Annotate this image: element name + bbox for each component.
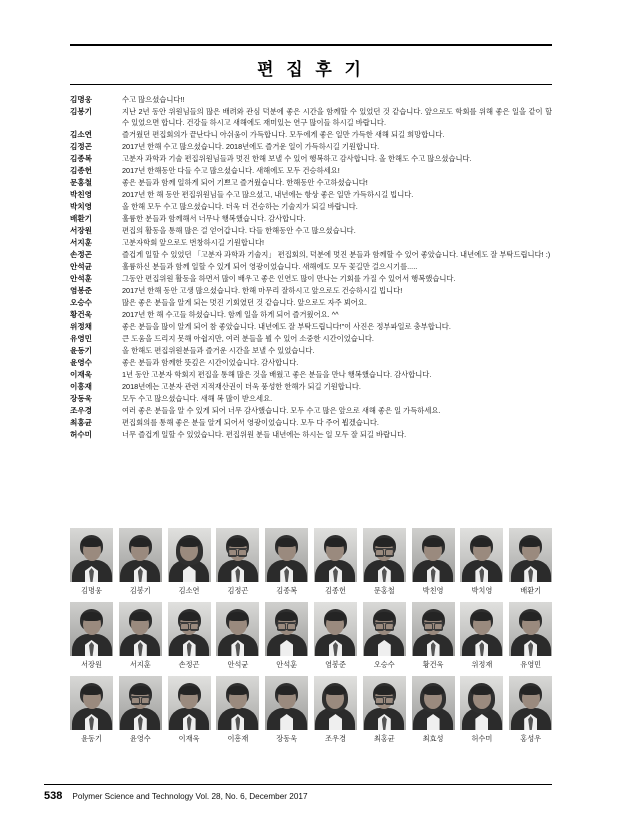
photo-cell bbox=[363, 676, 406, 744]
editor-name: 박친영 bbox=[70, 189, 93, 199]
photo-cell bbox=[70, 602, 113, 670]
editor-note-entry bbox=[70, 274, 552, 285]
editor-note-entry bbox=[70, 430, 552, 441]
editor-message: 즐겁게 일할 수 있었던 「고분자 과학과 기술지」 편집회의, 덕분에 멋진 분들과 함께할 수 있어 좋았습니다. 내년에도 잘 부탁드립니다! :) bbox=[122, 249, 551, 259]
photo-cell bbox=[119, 676, 162, 744]
editor-name: 황건욱 bbox=[70, 309, 93, 319]
portrait-photo bbox=[168, 528, 211, 582]
photo-caption: 김소연 bbox=[178, 586, 200, 595]
portrait-photo bbox=[265, 602, 308, 656]
editor-note-entry bbox=[70, 346, 552, 357]
photo-caption: 박친영 bbox=[422, 586, 444, 595]
editor-message: 모두 수고 많으셨습니다. 새해 복 많이 받으세요. bbox=[122, 393, 273, 403]
footer-page-number: 538 bbox=[44, 790, 63, 802]
editor-message: 좋은 분들과 함께 일하게 되어 기쁘고 즐거웠습니다. 한해동안 수고하셨습니다! bbox=[122, 177, 368, 187]
portrait-photo bbox=[265, 528, 308, 582]
photo-caption: 장동욱 bbox=[276, 734, 298, 743]
photo-cell bbox=[412, 676, 455, 744]
editor-message: 올 한해 모두 수고 많으셨습니다. 더욱 더 건승하는 기술지가 되길 바랍니다. bbox=[122, 201, 358, 211]
editor-note-entry bbox=[70, 370, 552, 381]
photo-caption: 김종복 bbox=[276, 586, 298, 595]
photo-caption: 서장원 bbox=[81, 660, 102, 669]
photo-caption: 위정재 bbox=[471, 660, 493, 669]
editor-message: 좋은 분들과 함께한 뜻깊은 시간이었습니다. 감사합니다. bbox=[122, 357, 299, 367]
portrait-photo bbox=[363, 528, 406, 582]
editor-name: 안석균 bbox=[70, 261, 93, 271]
photo-cell bbox=[460, 602, 503, 670]
editor-name: 손정곤 bbox=[70, 249, 93, 259]
editor-name: 최홍균 bbox=[70, 417, 93, 427]
editor-note-entry bbox=[70, 202, 552, 213]
editor-name: 김종복 bbox=[70, 153, 93, 163]
portrait-photo bbox=[314, 528, 357, 582]
portrait-photo bbox=[460, 528, 503, 582]
editor-name: 김종헌 bbox=[70, 165, 93, 175]
editor-note-entry bbox=[70, 358, 552, 369]
photo-cell bbox=[168, 528, 211, 596]
editor-message: 많은 좋은 분들을 알게 되는 멋진 기회였던 것 같습니다. 앞으로도 자주 뵈어요. bbox=[122, 297, 367, 307]
editor-name: 허수미 bbox=[70, 429, 93, 439]
photo-caption: 안석훈 bbox=[276, 660, 298, 669]
editor-note-entry bbox=[70, 142, 552, 153]
editor-note-entry bbox=[70, 166, 552, 177]
editor-message: 2018년에는 고분자 관련 지적재산권이 더욱 풍성한 한해가 되길 기원합니다. bbox=[122, 381, 361, 391]
photo-caption: 김종헌 bbox=[325, 586, 346, 595]
editor-name: 서지훈 bbox=[70, 237, 93, 247]
portrait-photo bbox=[509, 676, 552, 730]
editor-message: 편집의 활동을 통해 많은 걸 얻어갑니다. 다들 한해동안 수고 많으셨습니다. bbox=[122, 225, 356, 235]
photo-caption: 김봉기 bbox=[129, 586, 151, 595]
photo-cell bbox=[265, 602, 308, 670]
editor-notes-list bbox=[70, 95, 552, 442]
photo-cell bbox=[216, 528, 259, 596]
editor-message: 2017년 한 해 수고들 하셨습니다. 함께 일을 하게 되어 즐거웠어요. ^^ bbox=[122, 309, 339, 319]
editor-name: 오승수 bbox=[70, 297, 93, 307]
editor-message: 2017년 한 해 동안 편집위원님들 수고 많으셨고, 내년에는 항상 좋은 일만 가득하시길 빕니다. bbox=[122, 189, 414, 199]
photo-caption: 오승수 bbox=[373, 660, 395, 669]
editor-note-entry bbox=[70, 226, 552, 237]
photo-caption: 최홍균 bbox=[373, 734, 395, 743]
photo-caption: 윤동기 bbox=[81, 734, 102, 743]
editor-name: 윤영수 bbox=[70, 357, 93, 367]
photo-caption: 서지훈 bbox=[129, 660, 151, 669]
editor-name: 조우경 bbox=[70, 405, 93, 415]
photo-cell bbox=[460, 528, 503, 596]
photo-cell bbox=[168, 602, 211, 670]
photo-cell bbox=[314, 676, 357, 744]
editor-note-entry bbox=[70, 334, 552, 345]
editor-note-entry bbox=[70, 262, 552, 273]
photo-caption: 박치영 bbox=[471, 586, 493, 595]
editor-name: 이흥재 bbox=[70, 381, 93, 391]
photo-cell bbox=[509, 602, 552, 670]
portrait-photo bbox=[265, 676, 308, 730]
editor-name: 위정채 bbox=[70, 321, 93, 331]
editor-message: 올 한해도 편집위원분들과 즐거운 시간을 보낼 수 있었습니다. bbox=[122, 345, 315, 355]
editor-name: 유영민 bbox=[70, 333, 93, 343]
portrait-photo bbox=[216, 528, 259, 582]
editor-note-entry bbox=[70, 298, 552, 309]
photo-cell bbox=[119, 528, 162, 596]
editor-message: 즐거웠던 편집회의가 끝난다니 아쉬움이 가득합니다. 모두에게 좋은 일만 가득한 새해 되길 희망합니다. bbox=[122, 129, 445, 139]
portrait-photo bbox=[70, 528, 113, 582]
editor-message: 여러 좋은 분들을 알 수 있게 되어 너무 감사했습니다. 모두 수고 많은 앞으로 새해 좋은 일 가득하세요. bbox=[122, 405, 441, 415]
editor-name: 김명웅 bbox=[70, 95, 93, 104]
photo-cell bbox=[363, 602, 406, 670]
portrait-photo bbox=[168, 676, 211, 730]
photo-cell bbox=[314, 602, 357, 670]
editor-message: 2017년 한해 동안 고생 많으셨습니다. 한해 마무리 잘하시고 앞으로도 건승하시길 빕니다! bbox=[122, 285, 403, 295]
editor-note-entry bbox=[70, 418, 552, 429]
editor-photo-grid bbox=[70, 528, 552, 750]
photo-caption: 홍성우 bbox=[520, 734, 542, 743]
portrait-photo bbox=[412, 676, 455, 730]
footer-rule bbox=[44, 784, 552, 785]
editor-note-entry bbox=[70, 238, 552, 249]
portrait-photo bbox=[412, 602, 455, 656]
editor-note-entry bbox=[70, 382, 552, 393]
editor-name: 안석훈 bbox=[70, 273, 93, 283]
photo-caption: 허수미 bbox=[471, 734, 493, 743]
editor-name: 김봉기 bbox=[70, 107, 93, 116]
portrait-photo bbox=[363, 602, 406, 656]
photo-caption: 조우경 bbox=[325, 734, 346, 743]
portrait-photo bbox=[119, 602, 162, 656]
portrait-photo bbox=[412, 528, 455, 582]
editor-message: 1년 동안 고분자 학회지 편집을 통해 많은 것을 배웠고 좋은 분들을 만나 행복했습니다. 감사합니다. bbox=[122, 369, 432, 379]
photo-cell bbox=[509, 676, 552, 744]
page-title-block bbox=[70, 44, 552, 85]
editor-note-entry bbox=[70, 214, 552, 225]
editor-name: 배환기 bbox=[70, 213, 93, 223]
photo-caption: 최효성 bbox=[422, 734, 444, 743]
photo-row bbox=[70, 528, 552, 596]
photo-cell bbox=[119, 602, 162, 670]
title-bottom-rule bbox=[70, 84, 552, 85]
editor-message: 그동안 편집위원 활동을 하면서 많이 배우고 좋은 인연도 많이 만나는 기회를 가질 수 있어서 행복했습니다. bbox=[122, 273, 456, 283]
photo-cell bbox=[509, 528, 552, 596]
editor-message: 좋은 분들을 많이 알게 되어 참 좋았습니다. 내년에도 잘 부탁드립니다!”이 사진은 정부파일로 충부합니다. bbox=[122, 321, 451, 331]
photo-cell bbox=[70, 676, 113, 744]
photo-caption: 문홍철 bbox=[373, 586, 395, 595]
editor-name: 서장원 bbox=[70, 225, 93, 235]
editor-name: 김정곤 bbox=[70, 141, 93, 151]
editor-note-entry bbox=[70, 107, 552, 128]
editor-message: 고분자학회 앞으로도 번창하시길 기원합니다! bbox=[122, 237, 265, 247]
editor-name: 이재욱 bbox=[70, 369, 93, 379]
portrait-photo bbox=[460, 676, 503, 730]
photo-cell bbox=[412, 528, 455, 596]
editor-note-entry bbox=[70, 394, 552, 405]
photo-caption: 윤영수 bbox=[129, 734, 151, 743]
portrait-photo bbox=[119, 528, 162, 582]
photo-caption: 염봉준 bbox=[325, 660, 346, 669]
editor-message: 훌륭하신 분들과 함께 일할 수 있게 되어 영광이었습니다. 새해에도 모두 꽃길만 걸으시기를..... bbox=[122, 261, 418, 271]
photo-caption: 유영민 bbox=[520, 660, 542, 669]
photo-row bbox=[70, 602, 552, 670]
portrait-photo bbox=[168, 602, 211, 656]
portrait-photo bbox=[509, 528, 552, 582]
editor-name: 문홍철 bbox=[70, 177, 93, 187]
editor-message: 수고 많으셨습니다!! bbox=[122, 95, 185, 104]
photo-cell bbox=[412, 602, 455, 670]
editor-note-entry bbox=[70, 250, 552, 261]
editor-note-entry bbox=[70, 154, 552, 165]
portrait-photo bbox=[216, 676, 259, 730]
page-footer bbox=[44, 790, 552, 802]
photo-caption: 이재욱 bbox=[178, 734, 200, 743]
portrait-photo bbox=[314, 676, 357, 730]
portrait-photo bbox=[70, 602, 113, 656]
page-title: 편 집 후 기 bbox=[257, 60, 365, 79]
photo-caption: 이흥재 bbox=[227, 734, 249, 743]
photo-cell bbox=[363, 528, 406, 596]
portrait-photo bbox=[460, 602, 503, 656]
editor-message: 훌륭한 분들과 함께해서 너무나 행복했습니다. 감사합니다. bbox=[122, 213, 306, 223]
editor-note-entry bbox=[70, 406, 552, 417]
photo-cell bbox=[460, 676, 503, 744]
editor-note-entry bbox=[70, 130, 552, 141]
editor-message: 큰 도움을 드리지 못해 아쉽지만, 여러 분들을 뵐 수 있어 소중한 시간이었습니다. bbox=[122, 333, 374, 343]
editor-name: 윤동기 bbox=[70, 345, 93, 355]
editor-name: 박치영 bbox=[70, 201, 93, 211]
portrait-photo bbox=[363, 676, 406, 730]
photo-cell bbox=[265, 528, 308, 596]
portrait-photo bbox=[70, 676, 113, 730]
photo-cell bbox=[216, 676, 259, 744]
editor-note-entry bbox=[70, 286, 552, 297]
photo-row bbox=[70, 676, 552, 744]
portrait-photo bbox=[119, 676, 162, 730]
editor-name: 염봉준 bbox=[70, 285, 93, 295]
photo-caption: 김정곤 bbox=[227, 586, 249, 595]
photo-cell bbox=[265, 676, 308, 744]
editor-name: 장동욱 bbox=[70, 393, 93, 403]
editor-note-entry bbox=[70, 190, 552, 201]
photo-caption: 김명웅 bbox=[81, 586, 102, 595]
portrait-photo bbox=[314, 602, 357, 656]
photo-cell bbox=[70, 528, 113, 596]
editor-message: 고분자 과학과 기술 편집위원님들과 멋진 한해 보낼 수 있어 행복하고 감사합니다. 올 한해도 수고 많으셨습니다. bbox=[122, 153, 472, 163]
photo-caption: 배환기 bbox=[520, 586, 542, 595]
photo-caption: 손정곤 bbox=[178, 660, 200, 669]
editor-message: 2017년 한해 수고 많으셨습니다. 2018년에도 즐거운 일이 가득하시길 기원합니다. bbox=[122, 141, 380, 151]
photo-caption: 황건욱 bbox=[422, 660, 444, 669]
editor-message: 지난 2년 동안 위원님들의 많은 배려와 관심 덕분에 좋은 시간을 함께할 수 있었던 것 같습니다. 앞으로도 학회를 위해 좋은 일을 같이 할 수 있었으면 합니다. 건강들 하시고 새해에도 재미있는 연구 많이들 하시길 바랍니다. bbox=[122, 107, 552, 127]
portrait-photo bbox=[216, 602, 259, 656]
photo-cell bbox=[216, 602, 259, 670]
editor-message: 편집회의를 통해 좋은 분들 알게 되어서 영광이었습니다. 모두 다 주어 뵙겠습니다. bbox=[122, 417, 379, 427]
editor-name: 김소연 bbox=[70, 129, 93, 139]
portrait-photo bbox=[509, 602, 552, 656]
editor-message: 너무 즐겁게 일할 수 있었습니다. 편집위원 분들 내년에는 하시는 일 모두 잘 되길 바랍니다. bbox=[122, 429, 407, 439]
editor-note-entry bbox=[70, 178, 552, 189]
editor-message: 2017년 한해동안 다들 수고 많으셨습니다. 새해에도 모두 건승하세요! bbox=[122, 165, 340, 175]
editor-note-entry bbox=[70, 95, 552, 106]
editor-note-entry bbox=[70, 322, 552, 333]
photo-cell bbox=[168, 676, 211, 744]
editor-note-entry bbox=[70, 310, 552, 321]
photo-caption: 안석균 bbox=[227, 660, 249, 669]
photo-cell bbox=[314, 528, 357, 596]
footer-journal-info: Polymer Science and Technology Vol. 28, No. 6, December 2017 bbox=[72, 791, 308, 801]
